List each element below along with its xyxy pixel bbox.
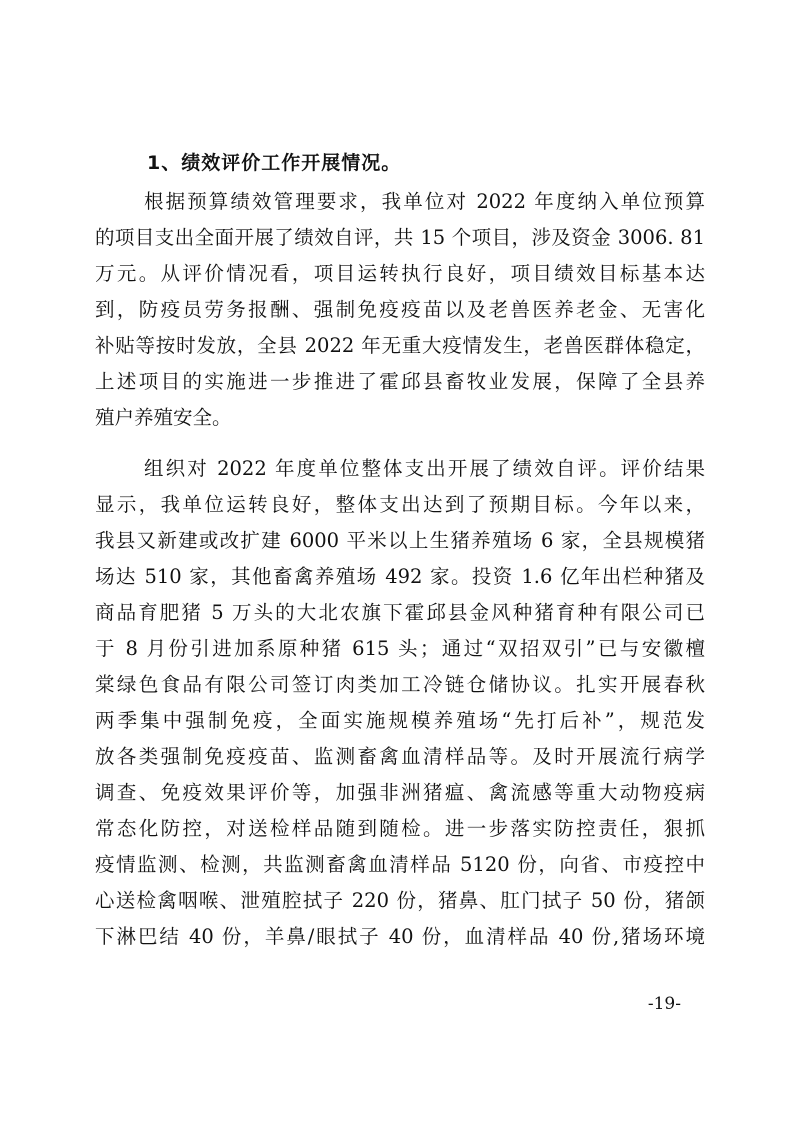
text-line: 心送检禽咽喉、泄殖腔拭子 220 份，猪鼻、肛门拭子 50 份，猪颌 — [95, 889, 705, 912]
text-line: 两季集中强制免疫，全面实施规模养殖场“先打后补”，规范发 — [95, 709, 705, 732]
text-line: 棠绿色食品有限公司签订肉类加工冷链仓储协议。扎实开展春秋 — [95, 673, 705, 696]
text-line: 于 8 月份引进加系原种猪 615 头；通过“双招双引”已与安徽檀 — [95, 637, 705, 660]
text-line: 放各类强制免疫疫苗、监测畜禽血清样品等。及时开展流行病学 — [95, 745, 705, 768]
text-line: 商品育肥猪 5 万头的大北农旗下霍邱县金风种猪育种有限公司已 — [95, 601, 705, 624]
text-line: 显示，我单位运转良好，整体支出达到了预期目标。今年以来， — [95, 493, 705, 516]
text-line: 疫情监测、检测，共监测畜禽血清样品 5120 份，向省、市疫控中 — [95, 853, 705, 876]
text-line: 我县又新建或改扩建 6000 平米以上生猪养殖场 6 家，全县规模猪 — [95, 529, 705, 552]
text-line: 调查、免疫效果评价等，加强非洲猪瘟、禽流感等重大动物疫病 — [95, 781, 705, 804]
text-line: 常态化防控，对送检样品随到随检。进一步落实防控责任，狠抓 — [95, 817, 705, 840]
text-line: 根据预算绩效管理要求，我单位对 2022 年度纳入单位预算 — [144, 190, 705, 213]
page-number: -19- — [647, 994, 681, 1014]
text-line: 的项目支出全面开展了绩效自评，共 15 个项目，涉及资金 3006. 81 — [95, 226, 705, 249]
text-line: 场达 510 家，其他畜禽养殖场 492 家。投资 1.6 亿年出栏种猪及 — [95, 565, 705, 588]
text-line: 上述项目的实施进一步推进了霍邱县畜牧业发展，保障了全县养 — [95, 370, 705, 393]
text-line: 到，防疫员劳务报酬、强制免疫疫苗以及老兽医养老金、无害化 — [95, 298, 705, 321]
section-heading: 1、绩效评价工作开展情况。 — [147, 152, 402, 174]
text-line: 殖户养殖安全。 — [95, 406, 232, 429]
paragraph-overall-expenditure — [95, 451, 705, 955]
paragraph-performance-evaluation — [95, 184, 705, 436]
text-line: 下淋巴结 40 份，羊鼻/眼拭子 40 份，血清样品 40 份,猪场环境 — [95, 925, 705, 948]
text-line: 万元。从评价情况看，项目运转执行良好，项目绩效目标基本达 — [95, 262, 705, 285]
text-line: 组织对 2022 年度单位整体支出开展了绩效自评。评价结果 — [144, 457, 705, 480]
text-line: 补贴等按时发放，全县 2022 年无重大疫情发生，老兽医群体稳定， — [95, 334, 705, 357]
